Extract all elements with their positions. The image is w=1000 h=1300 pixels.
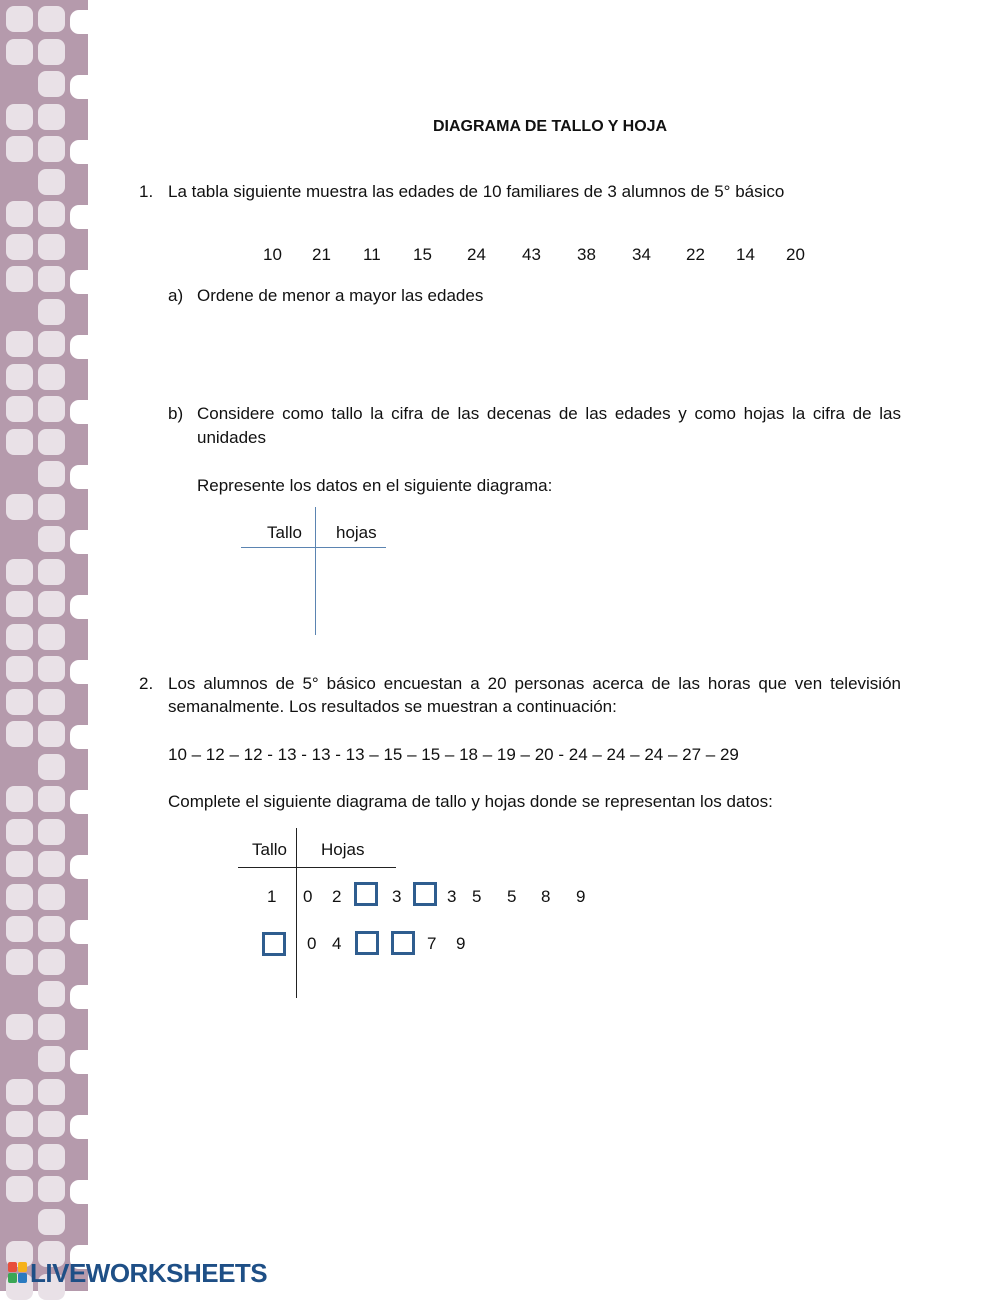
age-value: 20 — [786, 245, 805, 264]
q2-text-line1: Los alumnos de 5° básico encuestan a 20 personas acerca de las horas que ven televisión — [168, 674, 901, 693]
strip-tile — [38, 201, 65, 227]
strip-notch — [70, 790, 88, 814]
strip-tile — [6, 104, 33, 130]
age-value: 34 — [632, 245, 651, 264]
strip-tile — [6, 331, 33, 357]
answer-box[interactable] — [354, 882, 378, 906]
q2-row1-stem: 1 — [267, 887, 277, 906]
strip-tile — [6, 559, 33, 585]
strip-tile — [38, 1046, 65, 1072]
q1-stem-divider — [315, 507, 316, 635]
strip-tile — [38, 1079, 65, 1105]
strip-tile — [38, 234, 65, 260]
strip-tile — [38, 656, 65, 682]
age-value: 22 — [686, 245, 705, 264]
strip-tile — [38, 71, 65, 97]
strip-tile — [38, 884, 65, 910]
strip-notch — [70, 725, 88, 749]
strip-tile — [38, 754, 65, 780]
strip-notch — [70, 465, 88, 489]
q2-stem-divider — [296, 828, 297, 998]
strip-notch — [70, 1115, 88, 1139]
strip-notch — [70, 855, 88, 879]
strip-tile — [6, 429, 33, 455]
logo-mark-icon — [8, 1262, 28, 1284]
strip-tile — [6, 1111, 33, 1137]
strip-tile — [38, 916, 65, 942]
q1b-text-line2: unidades — [197, 428, 267, 447]
strip-tile — [6, 656, 33, 682]
logo-text: LIVEWORKSHEETS — [30, 1257, 268, 1288]
strip-tile — [6, 591, 33, 617]
strip-notch — [70, 660, 88, 684]
strip-tile — [38, 1144, 65, 1170]
q2-row1-leaf: 0 — [303, 887, 313, 906]
strip-notch — [70, 1050, 88, 1074]
strip-tile — [38, 1111, 65, 1137]
q1a-text: Ordene de menor a mayor las edades — [197, 286, 484, 305]
strip-tile — [38, 851, 65, 877]
strip-tile — [38, 786, 65, 812]
q2-row2-leaf: 7 — [427, 934, 437, 953]
strip-tile — [6, 1014, 33, 1040]
strip-notch — [70, 1180, 88, 1204]
strip-tile — [38, 526, 65, 552]
strip-tile — [38, 299, 65, 325]
q1-stem-header: Tallo — [267, 523, 302, 542]
strip-tile — [38, 6, 65, 32]
strip-tile — [38, 364, 65, 390]
q1-header-rule — [241, 547, 386, 548]
strip-tile — [38, 136, 65, 162]
strip-tile — [6, 396, 33, 422]
strip-tile — [6, 786, 33, 812]
strip-tile — [38, 1014, 65, 1040]
strip-tile — [38, 721, 65, 747]
age-value: 38 — [577, 245, 596, 264]
strip-notch — [70, 140, 88, 164]
strip-notch — [70, 530, 88, 554]
q2-text-line2: semanalmente. Los resultados se muestran a continuación: — [168, 697, 617, 716]
q1-leaf-header: hojas — [336, 523, 377, 542]
strip-tile — [38, 461, 65, 487]
strip-tile — [6, 721, 33, 747]
strip-tile — [38, 981, 65, 1007]
strip-notch — [70, 10, 88, 34]
answer-box[interactable] — [413, 882, 437, 906]
strip-tile — [6, 266, 33, 292]
q2-row1-leaf: 8 — [541, 887, 551, 906]
q2-row1-leaf: 5 — [507, 887, 517, 906]
strip-tile — [38, 169, 65, 195]
strip-tile — [38, 429, 65, 455]
q1a-marker: a) — [168, 286, 184, 305]
strip-tile — [38, 396, 65, 422]
age-value: 21 — [312, 245, 331, 264]
q2-data-line: 10 – 12 – 12 - 13 - 13 - 13 – 15 – 15 – 18 – 19 – 20 - 24 – 24 – 24 – 27 – 29 — [168, 745, 739, 764]
strip-notch — [70, 270, 88, 294]
strip-tile — [38, 591, 65, 617]
q2-row1-leaf: 2 — [332, 887, 342, 906]
strip-tile — [6, 234, 33, 260]
page-title: DIAGRAMA DE TALLO Y HOJA — [433, 118, 668, 135]
strip-tile — [38, 266, 65, 292]
strip-tile — [6, 624, 33, 650]
answer-box[interactable] — [391, 931, 415, 955]
q2-leaf-header: Hojas — [321, 840, 365, 859]
q2-row1-leaf: 5 — [472, 887, 482, 906]
strip-tile — [6, 884, 33, 910]
q2-header-rule — [238, 867, 396, 868]
age-value: 43 — [522, 245, 541, 264]
strip-tile — [6, 201, 33, 227]
strip-notch — [70, 595, 88, 619]
liveworksheets-logo — [8, 1258, 267, 1288]
answer-box-stem[interactable] — [262, 932, 286, 956]
strip-tile — [6, 916, 33, 942]
q2-row2-leaf: 9 — [456, 934, 466, 953]
strip-notch — [70, 205, 88, 229]
age-value: 15 — [413, 245, 432, 264]
strip-tile — [6, 1176, 33, 1202]
strip-tile — [38, 1176, 65, 1202]
answer-box[interactable] — [355, 931, 379, 955]
strip-tile — [38, 1209, 65, 1235]
q2-row1-leaf: 3 — [392, 887, 402, 906]
strip-tile — [6, 1144, 33, 1170]
age-value: 14 — [736, 245, 755, 264]
strip-tile — [38, 39, 65, 65]
strip-tile — [6, 851, 33, 877]
strip-tile — [38, 689, 65, 715]
strip-tile — [38, 494, 65, 520]
q2-number: 2. — [139, 674, 154, 693]
strip-tile — [6, 364, 33, 390]
q2-instruction: Complete el siguiente diagrama de tallo y hojas donde se representan los datos: — [168, 792, 773, 811]
strip-tile — [38, 104, 65, 130]
strip-notch — [70, 400, 88, 424]
q1b-instruction: Represente los datos en el siguiente diagrama: — [197, 476, 553, 495]
strip-tile — [6, 689, 33, 715]
strip-tile — [38, 624, 65, 650]
age-value: 11 — [363, 245, 381, 264]
strip-tile — [6, 136, 33, 162]
strip-tile — [38, 819, 65, 845]
q2-row2-leaf: 4 — [332, 934, 342, 953]
strip-tile — [6, 494, 33, 520]
q1b-marker: b) — [168, 404, 184, 423]
q2-row1-leaf: 9 — [576, 887, 586, 906]
q1-text: La tabla siguiente muestra las edades de 10 familiares de 3 alumnos de 5° básico — [168, 182, 785, 201]
strip-notch — [70, 75, 88, 99]
strip-notch — [70, 920, 88, 944]
q2-row1-leaf: 3 — [447, 887, 457, 906]
strip-tile — [6, 949, 33, 975]
strip-tile — [6, 39, 33, 65]
strip-tile — [38, 559, 65, 585]
strip-notch — [70, 335, 88, 359]
q1-number: 1. — [139, 182, 154, 201]
q2-row2-leaf: 0 — [307, 934, 317, 953]
age-value: 24 — [467, 245, 486, 264]
q1b-text-line1: Considere como tallo la cifra de las decenas de las edades y como hojas la cifra de las — [197, 404, 901, 423]
strip-tile — [6, 6, 33, 32]
strip-tile — [38, 331, 65, 357]
strip-tile — [38, 949, 65, 975]
q2-stem-header: Tallo — [252, 840, 287, 859]
strip-notch — [70, 985, 88, 1009]
strip-tile — [6, 1079, 33, 1105]
age-value: 10 — [263, 245, 282, 264]
decorative-side-strip — [0, 0, 88, 1291]
strip-tile — [6, 819, 33, 845]
